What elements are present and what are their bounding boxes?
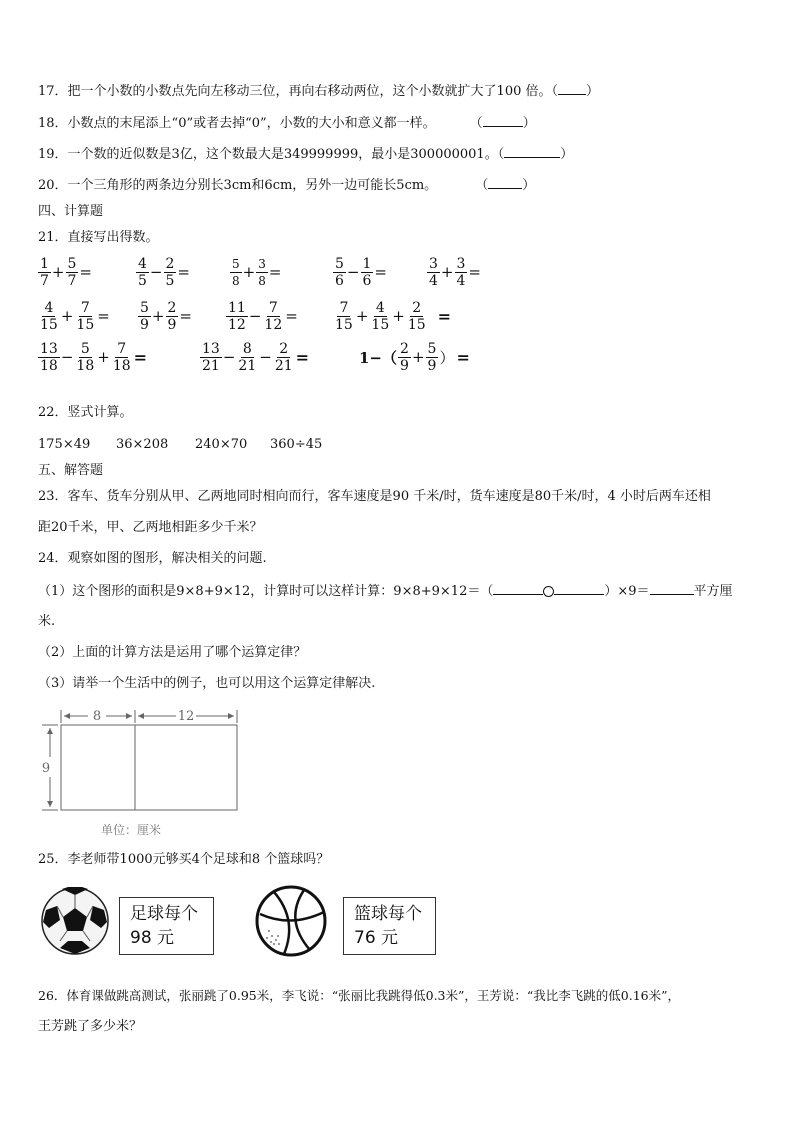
- fraction: $\frac{5}{9}$: [427, 340, 437, 374]
- question-17: 17．把一个小数的小数点先向左移动三位，再向右移动两位，这个小数就扩大了100 倍。（ ）: [38, 84, 600, 99]
- fraction: $\frac{4}{5}$: [138, 255, 147, 289]
- arrow-head: [47, 728, 53, 734]
- expression: $\frac{5}{9}$ + $\frac{2}{9}$ =: [140, 299, 192, 333]
- expression: 1−（ $\frac{2}{9}$ + $\frac{5}{9}$ ） =: [359, 340, 470, 374]
- fraction: $\frac{13}{18}$: [40, 340, 58, 374]
- basketball-icon: [254, 884, 328, 958]
- calc-item: 240×70: [195, 437, 248, 452]
- fraction: $\frac{7}{15}$: [335, 299, 353, 333]
- fraction: $\frac{13}{21}$: [202, 340, 220, 374]
- question-23-line-1: 23．客车、货车分别从甲、乙两地同时相向而行，客车速度是90 千米/时，货车速度是80千米/时，4 小时后两车还相: [38, 489, 711, 504]
- rectangle-figure: [36, 705, 246, 840]
- fraction: $\frac{5}{8}$: [232, 256, 240, 288]
- section-heading-5: 五、解答题: [38, 463, 104, 478]
- fraction: $\frac{5}{18}$: [76, 340, 95, 374]
- expression: $\frac{7}{15}$ + $\frac{4}{15}$ + $\frac{2}{15}$ =: [335, 299, 452, 333]
- expression: $\frac{1}{7}$ + $\frac{5}{7}$ =: [40, 255, 92, 289]
- arrow-head: [126, 713, 132, 719]
- question-25-title: 25．李老师带1000元够买4个足球和8 个篮球吗？: [38, 852, 330, 867]
- basketball-price-box: [343, 897, 436, 955]
- fraction: $\frac{8}{21}$: [238, 340, 257, 374]
- height-label: 9: [41, 761, 51, 776]
- question-24-part-1: （1）这个图形的面积是9×8+9×12，计算时可以这样计算：9×8+9×12＝（ ）×9＝ 平方厘: [38, 584, 733, 599]
- fraction: $\frac{7}{12}$: [264, 299, 283, 333]
- calc-item: 36×208: [116, 437, 169, 452]
- football-price-label: 足球每个: [130, 904, 198, 924]
- answer-blank[interactable]: [650, 582, 694, 595]
- football-price-box: [119, 897, 214, 955]
- arrow-head: [64, 713, 70, 719]
- width-label-2: 12: [177, 709, 195, 724]
- question-19: 19．一个数的近似数是3亿，这个数最大是349999999，最小是300000001。（ ）: [38, 147, 574, 162]
- fraction: $\frac{3}{4}$: [429, 255, 438, 289]
- arrow-head: [228, 713, 234, 719]
- expression: $\frac{13}{18}$ − $\frac{5}{18}$ + $\frac{7}{18}$ =: [40, 340, 148, 374]
- expression: $\frac{4}{15}$ + $\frac{7}{15}$ =: [40, 299, 110, 333]
- question-22-title: 22．竖式计算。: [38, 405, 133, 420]
- fraction: $\frac{2}{5}$: [165, 255, 175, 289]
- fraction: $\frac{2}{21}$: [274, 340, 293, 374]
- question-24-part-1-cont: 米.: [38, 614, 56, 629]
- answer-blank[interactable]: [504, 145, 560, 158]
- fraction: $\frac{2}{9}$: [167, 299, 177, 333]
- operator-circle[interactable]: [543, 586, 554, 597]
- fraction: $\frac{3}{4}$: [456, 255, 466, 289]
- fraction: $\frac{2}{9}$: [400, 340, 409, 374]
- question-20: 20．一个三角形的两条边分别长3cm和6cm，另外一边可能长5cm。 （ ）: [38, 178, 536, 193]
- expression: $\frac{3}{4}$ + $\frac{3}{4}$ =: [429, 255, 481, 289]
- question-24-part-3: （3）请举一个生活中的例子，也可以用这个运算定律解决.: [38, 676, 376, 691]
- fraction: $\frac{1}{7}$: [40, 255, 49, 289]
- answer-blank[interactable]: [558, 82, 586, 95]
- fraction: $\frac{7}{18}$: [112, 340, 131, 374]
- expression: $\frac{4}{5}$ − $\frac{2}{5}$ =: [138, 255, 190, 289]
- question-21-title: 21．直接写出得数。: [38, 230, 159, 245]
- fraction: $\frac{5}{7}$: [67, 255, 77, 289]
- answer-blank[interactable]: [488, 176, 522, 189]
- expression: $\frac{11}{12}$ − $\frac{7}{12}$ =: [228, 299, 298, 333]
- arrow-head: [138, 713, 144, 719]
- expression: $\frac{13}{21}$ − $\frac{8}{21}$ − $\frac{2}{21}$ =: [202, 340, 310, 374]
- fraction: $\frac{4}{15}$: [371, 299, 390, 333]
- answer-blank[interactable]: [493, 582, 543, 595]
- width-label-1: 8: [92, 709, 102, 724]
- basketball-price-value: 76 元: [354, 928, 399, 948]
- question-26-line-2: 王芳跳了多少米？: [38, 1019, 143, 1034]
- answer-blank[interactable]: [554, 582, 604, 595]
- fraction: $\frac{3}{8}$: [258, 256, 266, 288]
- fraction: $\frac{2}{15}$: [407, 299, 426, 333]
- fraction: $\frac{11}{12}$: [228, 299, 246, 333]
- question-18: 18．小数点的末尾添上“0”或者去掉“0”，小数的大小和意义都一样。 （ ）: [38, 116, 536, 131]
- question-26-line-1: 26．体育课做跳高测试，张丽跳了0.95米，李飞说：“张丽比我跳得低0.3米”，王芳说：“我比李飞跳的低0.16米”，: [38, 988, 681, 1003]
- section-heading-4: 四、计算题: [38, 204, 104, 219]
- calc-item: 175×49: [38, 437, 91, 452]
- fraction: $\frac{5}{6}$: [335, 255, 344, 289]
- fraction: $\frac{7}{15}$: [76, 299, 95, 333]
- basketball-price-label: 篮球每个: [354, 904, 422, 924]
- fraction: $\frac{4}{15}$: [40, 299, 58, 333]
- outer-rectangle: [61, 725, 237, 810]
- expression: $\frac{5}{6}$ − $\frac{1}{6}$ =: [335, 255, 387, 289]
- question-24-part-2: （2）上面的计算方法是运用了哪个运算定律？: [38, 645, 307, 660]
- football-price-value: 98 元: [130, 928, 175, 948]
- unit-label: 单位：厘米: [100, 823, 162, 837]
- arrow-head: [47, 801, 53, 807]
- answer-blank[interactable]: [483, 114, 523, 127]
- expression: $\frac{5}{8}$ + $\frac{3}{8}$ =: [232, 256, 282, 288]
- question-23-line-2: 距20千米，甲、乙两地相距多少千米？: [38, 520, 263, 535]
- calc-item: 360÷45: [270, 437, 323, 452]
- football-icon: [40, 886, 110, 956]
- fraction: $\frac{1}{6}$: [362, 255, 372, 289]
- fraction: $\frac{5}{9}$: [140, 299, 149, 333]
- question-24-title: 24．观察如图的图形，解决相关的问题.: [38, 551, 267, 566]
